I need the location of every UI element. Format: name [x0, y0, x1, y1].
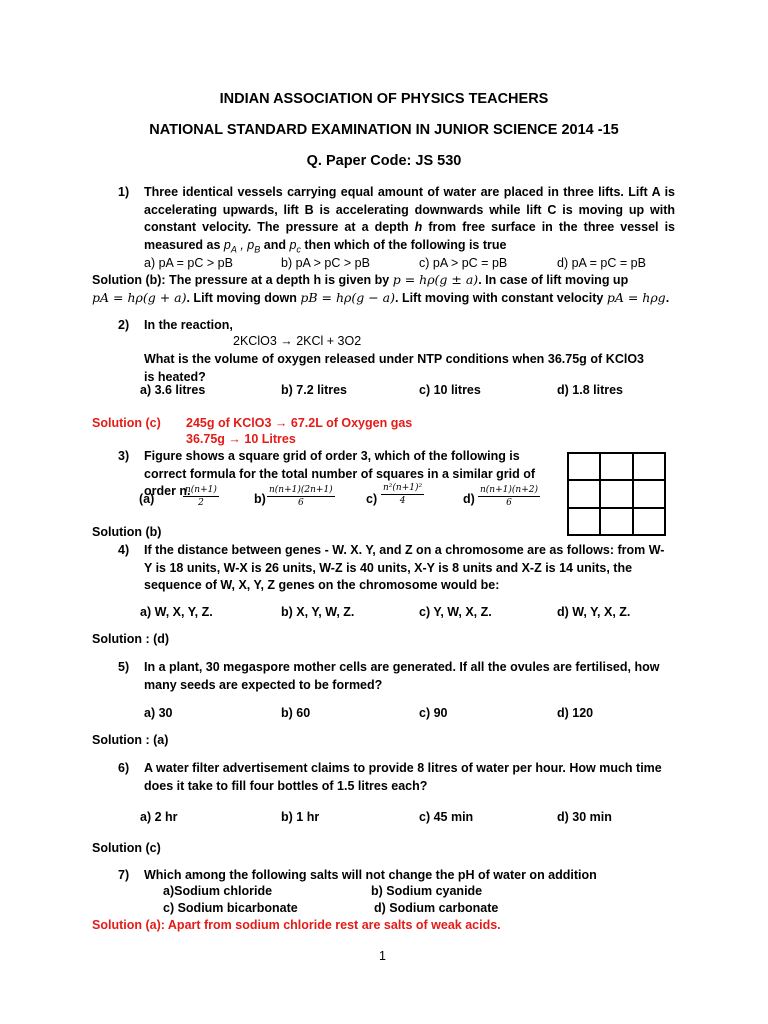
q4-option-c: c) Y, W, X, Z.: [419, 605, 492, 619]
q2-option-a: a) 3.6 litres: [140, 383, 206, 397]
q3-option-c-formula: $\frac{\text{n²(n+1)²}}{4}$: [383, 483, 423, 506]
q5-option-d: d) 120: [557, 706, 594, 720]
grid-cell: [568, 453, 600, 480]
q7-option-c: c) Sodium bicarbonate: [163, 901, 298, 915]
q1-option-a: a) pA = pC > pB: [144, 256, 233, 270]
q2-solution-line2: 36.75g → 10 Litres: [186, 432, 296, 446]
q3-option-a-formula: $\frac{n(n+1)}{2}$: [185, 485, 217, 508]
q7-option-d: d) Sodium carbonate: [374, 901, 499, 915]
grid-cell: [568, 480, 600, 507]
q4-solution: Solution : (d): [92, 632, 170, 646]
q6-option-d: d) 30 min: [557, 810, 612, 824]
q7-number: 7): [118, 868, 130, 882]
q1-number: 1): [118, 185, 130, 199]
q6-text: A water filter advertisement claims to provide 8 litres of water per hour. How much time does it take to fill four bottles of 1.5 litres each?: [144, 761, 662, 793]
grid-cell: [568, 508, 600, 535]
q4-option-a: a) W, X, Y, Z.: [140, 605, 213, 619]
q6-solution: Solution (c): [92, 841, 161, 855]
q1-solution-line1: Solution (b): The pressure at a depth h is given by p = hρ(g ± a). In case of lift moving up: [92, 272, 629, 287]
q3-option-d-label: d): [463, 492, 475, 506]
q4-text: If the distance between genes - W. X. Y, and Z on a chromosome are as follows: from W-Y is 18 units, W-X is 26 units, W-Z is 40 units, X-Y is 8 units and X-Z is 14 units, the sequence of W, X, Y, Z genes on the chromosome would be:: [144, 543, 665, 592]
q2-option-d: d) 1.8 litres: [557, 383, 623, 397]
header-exam: NATIONAL STANDARD EXAMINATION IN JUNIOR SCIENCE 2014 -15: [149, 122, 619, 138]
q5-option-b: b) 60: [281, 706, 311, 720]
q3-option-b-formula: $\frac{n(n+1)(2n+1)}{6}$: [269, 485, 333, 508]
q5-solution: Solution : (a): [92, 733, 169, 747]
q1-solution-line2: pA = hρ(g + a). Lift moving down pB = hρ(g − a). Lift moving with constant velocity pA = hρg.: [92, 290, 670, 305]
grid-cell: [600, 508, 632, 535]
grid-cell: [600, 480, 632, 507]
square-grid-figure: [567, 452, 666, 536]
q2-option-c: c) 10 litres: [419, 383, 481, 397]
q2-option-b: b) 7.2 litres: [281, 383, 347, 397]
q3-text: Figure shows a square grid of order 3, which of the following is correct formula for the total number of squares in a similar grid of order n.: [144, 449, 536, 498]
paper-code: Q. Paper Code: JS 530: [306, 153, 462, 169]
q5-text: In a plant, 30 megaspore mother cells are generated. If all the ovules are fertilised, how many seeds are expected to be formed?: [144, 660, 660, 692]
q7-option-a: a)Sodium chloride: [163, 884, 273, 898]
q7-solution: Solution (a): Apart from sodium chloride rest are salts of weak acids.: [92, 918, 501, 932]
q7-text: Which among the following salts will not change the pH of water on addition: [144, 868, 597, 882]
q4-option-d: d) W, Y, X, Z.: [557, 605, 631, 619]
header-org: INDIAN ASSOCIATION OF PHYSICS TEACHERS: [219, 91, 549, 107]
q6-option-b: b) 1 hr: [281, 810, 320, 824]
page-number: 1: [379, 949, 386, 963]
q4-option-b: b) X, Y, W, Z.: [281, 605, 355, 619]
q2-question: What is the volume of oxygen released under NTP conditions when 36.75g of KClO3 is heated?: [144, 352, 644, 384]
q2-solution-line1: 245g of KClO3 → 67.2L of Oxygen gas: [186, 416, 413, 430]
q3-solution: Solution (b): [92, 525, 162, 539]
q6-number: 6): [118, 761, 130, 775]
q3-option-c-label: c): [366, 492, 378, 506]
q6-option-a: a) 2 hr: [140, 810, 178, 824]
q1-text: Three identical vessels carrying equal amount of water are placed in three lifts. Lift A is accelerating upwards, lift B is accelerating downwards while lift C is moving up with constant velocity. The pressure at a depth h from free surface in the three vessel is measured as $p_A$ , $p_B$ and $p_c$ then which of the following is true: [144, 185, 675, 254]
grid-cell: [633, 480, 665, 507]
q2-solution-label: Solution (c): [92, 416, 161, 430]
q2-reaction: 2KClO3 → 2KCl + 3O2: [233, 334, 362, 348]
q1-option-b: b) pA > pC > pB: [281, 256, 370, 270]
q2-number: 2): [118, 318, 130, 332]
q5-option-c: c) 90: [419, 706, 448, 720]
q3-number: 3): [118, 449, 130, 463]
q5-number: 5): [118, 660, 130, 674]
grid-cell: [633, 453, 665, 480]
q3-option-b-label: b): [254, 492, 266, 506]
q1-option-c: c) pA > pC = pB: [419, 256, 508, 270]
grid-cell: [633, 508, 665, 535]
q7-option-b: b) Sodium cyanide: [371, 884, 483, 898]
grid-cell: [600, 453, 632, 480]
q3-option-d-formula: $\frac{n(n+1)(n+2)}{6}$: [480, 485, 538, 508]
q5-option-a: a) 30: [144, 706, 173, 720]
q3-option-a-label: (a): [139, 492, 155, 506]
q4-number: 4): [118, 543, 130, 557]
q1-option-d: d) pA = pC = pB: [557, 256, 646, 270]
q6-option-c: c) 45 min: [419, 810, 474, 824]
q2-text: In the reaction,: [144, 318, 233, 332]
